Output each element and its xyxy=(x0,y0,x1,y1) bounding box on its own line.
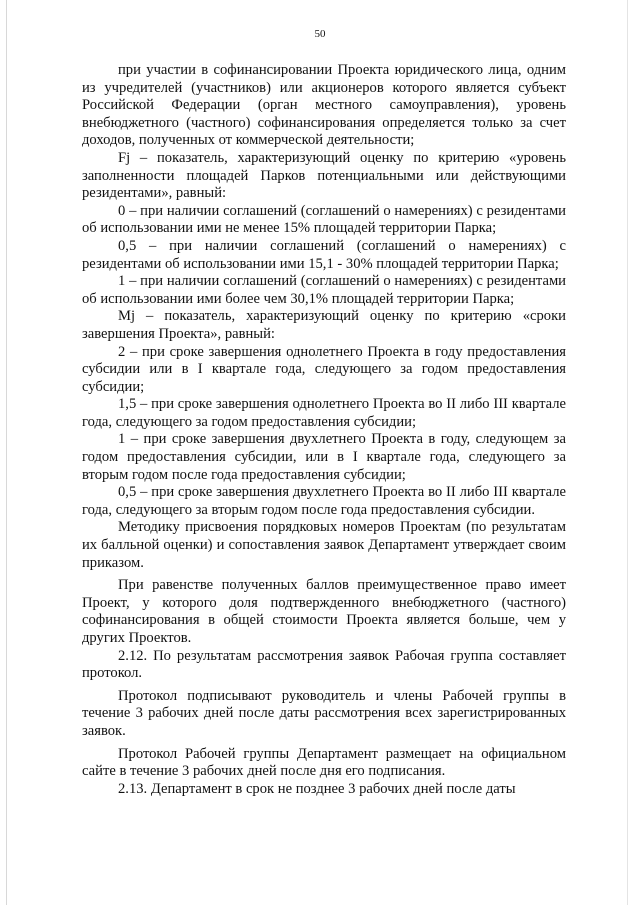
scan-edge-right xyxy=(627,0,628,905)
paragraph-equal-score-priority: При равенстве полученных баллов преимущественное право имеет Проект, у которого доля подтвержденного внебюджетного (частного) софинансирования в общей стоимости Проекта является больше, чем у других Проектов. xyxy=(82,577,566,646)
paragraph-mj-value-1: 1 – при сроке завершения двухлетнего Проекта в году, следующем за годом предоставления субсидии, или в I квартале года, следующего за вторым годом после года предоставления субсидии; xyxy=(82,431,566,483)
paragraph-2-13-start: 2.13. Департамент в срок не позднее 3 рабочих дней после даты xyxy=(118,780,516,797)
paragraph-mj-indicator: Mj – показатель, характеризующий оценку по критерию «сроки завершения Проекта», равный: xyxy=(82,308,566,342)
document-body xyxy=(82,62,566,798)
paragraph-fj-value-1: 1 – при наличии соглашений (соглашений о намерениях) с резидентами об использовании ими более чем 30,1% площадей территории Парка; xyxy=(82,273,566,307)
paragraph-2-12-protocol: 2.12. По результатам рассмотрения заявок Рабочая группа составляет протокол. xyxy=(82,647,566,682)
paragraph-fj-value-0-5: 0,5 – при наличии соглашений (соглашений о намерениях) с резидентами об использовании ими 15,1 - 30% площадей территории Парка; xyxy=(82,237,566,272)
paragraph-fj-value-0: 0 – при наличии соглашений (соглашений о намерениях) с резидентами об использовании ими не менее 15% площадей территории Парка; xyxy=(82,202,566,237)
paragraph-protocol-publication: Протокол Рабочей группы Департамент размещает на официальном сайте в течение 3 рабочих дней после дня его подписания. xyxy=(82,745,566,780)
paragraph-mj-value-2: 2 – при сроке завершения однолетнего Проекта в году предоставления субсидии или в I квартале года, следующего за годом предоставления субсидии; xyxy=(82,343,566,395)
paragraph-mj-value-0-5: 0,5 – при сроке завершения двухлетнего Проекта во II либо III квартале года, следующего за вторым годом после года предоставления субсидии. xyxy=(82,484,566,518)
scan-edge-left xyxy=(6,0,7,905)
page-number: 50 xyxy=(314,28,326,40)
paragraph-fj-indicator: Fj – показатель, характеризующий оценку по критерию «уровень заполненности площадей Парков потенциальными или действующими резидентами», равный: xyxy=(82,149,566,202)
paragraph-mj-value-1-5: 1,5 – при сроке завершения однолетнего Проекта во II либо III квартале года, следующего за годом предоставления субсидии; xyxy=(82,396,566,430)
paragraph-cofinancing-legal-entity: при участии в софинансировании Проекта юридического лица, одним из учредителей (участников) или акционеров которого является субъект Российской Федерации (орган местного самоуправления), уровень внебюджетного (частного) софинансирования определяется только за счет доходов, полученных от коммерческой деятельности; xyxy=(82,62,566,149)
paragraph-ranking-method: Методику присвоения порядковых номеров Проектам (по результатам их балльной оценки) и сопоставления заявок Департамент утверждает своим приказом. xyxy=(82,519,566,571)
paragraph-protocol-signing: Протокол подписывают руководитель и члены Рабочей группы в течение 3 рабочих дней после даты рассмотрения всех зарегистрированных заявок. xyxy=(82,687,566,739)
